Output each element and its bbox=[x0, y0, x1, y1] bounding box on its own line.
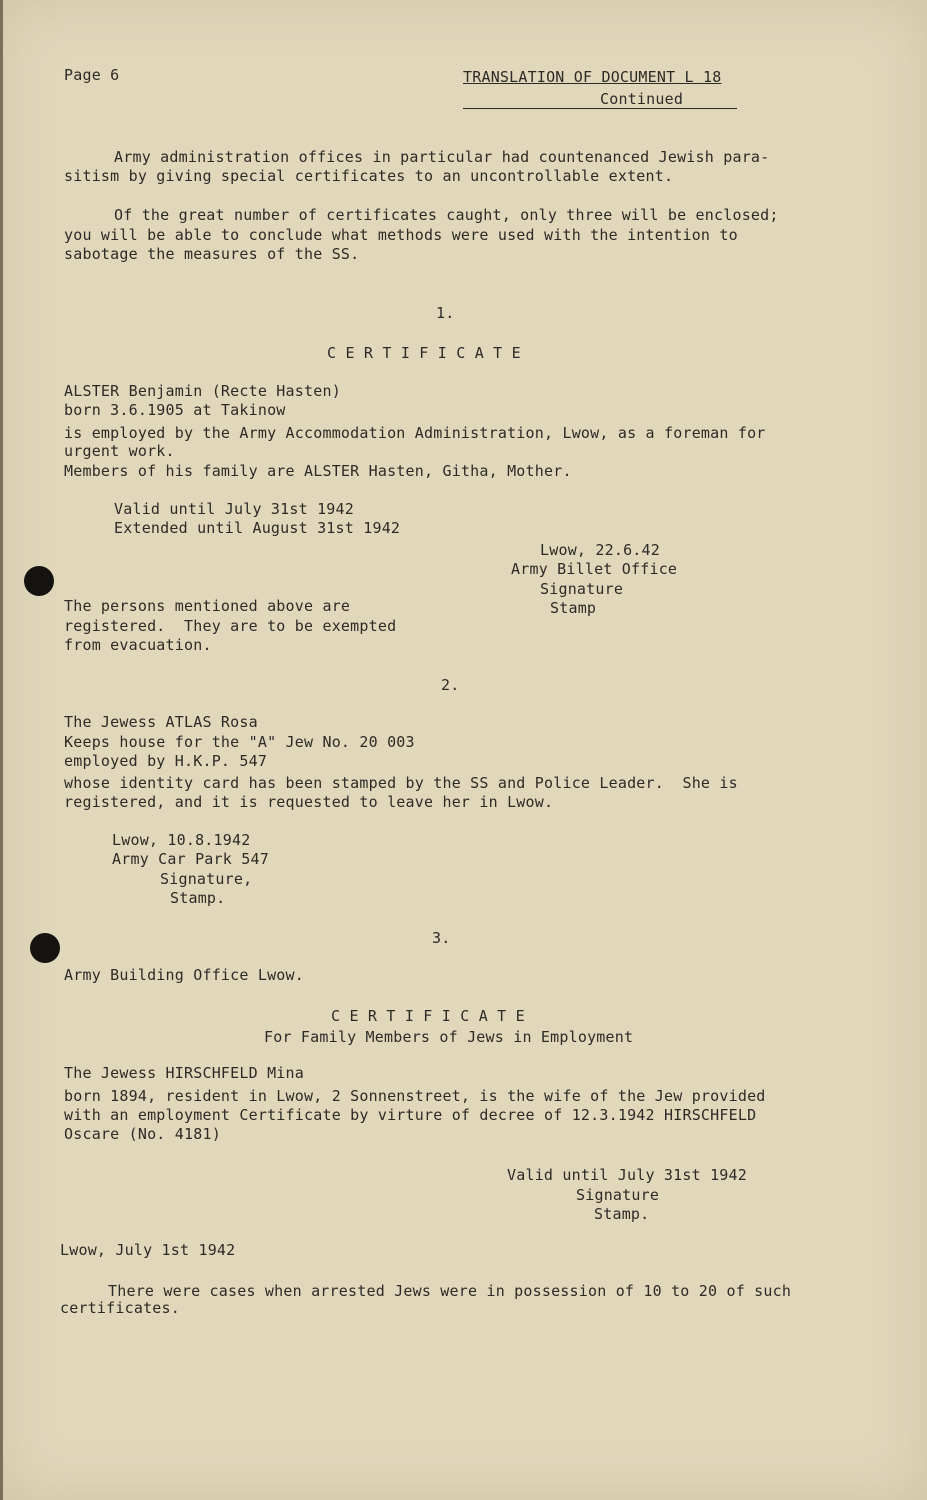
certificate-line: The Jewess ATLAS Rosa bbox=[64, 713, 258, 731]
sign-line: Lwow, 22.6.42 bbox=[540, 541, 660, 559]
sign-line: Stamp. bbox=[170, 889, 226, 907]
certificate-number: 1. bbox=[436, 304, 455, 322]
certificate-line: urgent work. bbox=[64, 442, 175, 460]
sign-line: Signature bbox=[540, 580, 624, 598]
sign-line: Stamp. bbox=[594, 1205, 650, 1223]
certificate-heading: C E R T I F I C A T E bbox=[331, 1007, 525, 1025]
note-line: The persons mentioned above are bbox=[64, 597, 351, 615]
certificate-line: registered, and it is requested to leave her in Lwow. bbox=[64, 793, 554, 811]
date-line: Lwow, July 1st 1942 bbox=[60, 1241, 236, 1259]
sign-line: Stamp bbox=[550, 599, 597, 617]
intro-line: Army administration offices in particular had countenanced Jewish para- bbox=[114, 148, 770, 166]
certificate-line: born 1894, resident in Lwow, 2 Sonnenstreet, is the wife of the Jew provided bbox=[64, 1087, 766, 1105]
certificate-line: is employed by the Army Accommodation Administration, Lwow, as a foreman for bbox=[64, 424, 766, 442]
document-subtitle: Continued bbox=[600, 90, 684, 108]
certificate-line: Oscare (No. 4181) bbox=[64, 1125, 221, 1143]
sign-line: Army Billet Office bbox=[511, 560, 678, 578]
sign-line: Signature, bbox=[160, 870, 253, 888]
certificate-line: Members of his family are ALSTER Hasten, Githa, Mother. bbox=[64, 462, 572, 480]
certificate-line: Keeps house for the "A" Jew No. 20 003 bbox=[64, 733, 415, 751]
validity-line: Extended until August 31st 1942 bbox=[114, 519, 401, 537]
note-line: from evacuation. bbox=[64, 636, 212, 654]
scan-edge bbox=[0, 0, 3, 1500]
sign-line: Army Car Park 547 bbox=[112, 850, 269, 868]
certificate-line: born 3.6.1905 at Takinow bbox=[64, 401, 286, 419]
certificate-line: employed by H.K.P. 547 bbox=[64, 752, 268, 770]
document-title: TRANSLATION OF DOCUMENT L 18 bbox=[463, 68, 722, 86]
intro-line: you will be able to conclude what methods were used with the intention to bbox=[64, 226, 738, 244]
certificate-subheading: For Family Members of Jews in Employment bbox=[264, 1028, 634, 1046]
punch-hole bbox=[24, 566, 54, 596]
certificate-line: ALSTER Benjamin (Recte Hasten) bbox=[64, 382, 341, 400]
intro-line: sabotage the measures of the SS. bbox=[64, 245, 360, 263]
certificate-heading: C E R T I F I C A T E bbox=[327, 344, 521, 362]
issuer-line: Army Building Office Lwow. bbox=[64, 966, 304, 984]
certificate-line: The Jewess HIRSCHFELD Mina bbox=[64, 1064, 304, 1082]
intro-line: Of the great number of certificates caught, only three will be enclosed; bbox=[114, 206, 779, 224]
validity-line: Valid until July 31st 1942 bbox=[114, 500, 354, 518]
punch-hole bbox=[30, 933, 60, 963]
sign-line: Lwow, 10.8.1942 bbox=[112, 831, 251, 849]
sign-line: Signature bbox=[576, 1186, 660, 1204]
sign-line: Valid until July 31st 1942 bbox=[507, 1166, 747, 1184]
header-rule bbox=[463, 108, 737, 109]
certificate-line: with an employment Certificate by virture of decree of 12.3.1942 HIRSCHFELD bbox=[64, 1106, 757, 1124]
certificate-number: 3. bbox=[432, 929, 451, 947]
page-label: Page 6 bbox=[64, 66, 120, 84]
closing-line: certificates. bbox=[60, 1299, 180, 1317]
closing-line: There were cases when arrested Jews were in possession of 10 to 20 of such bbox=[108, 1282, 792, 1300]
certificate-number: 2. bbox=[441, 676, 460, 694]
certificate-line: whose identity card has been stamped by the SS and Police Leader. She is bbox=[64, 774, 738, 792]
intro-line: sitism by giving special certificates to an uncontrollable extent. bbox=[64, 167, 674, 185]
note-line: registered. They are to be exempted bbox=[64, 617, 397, 635]
